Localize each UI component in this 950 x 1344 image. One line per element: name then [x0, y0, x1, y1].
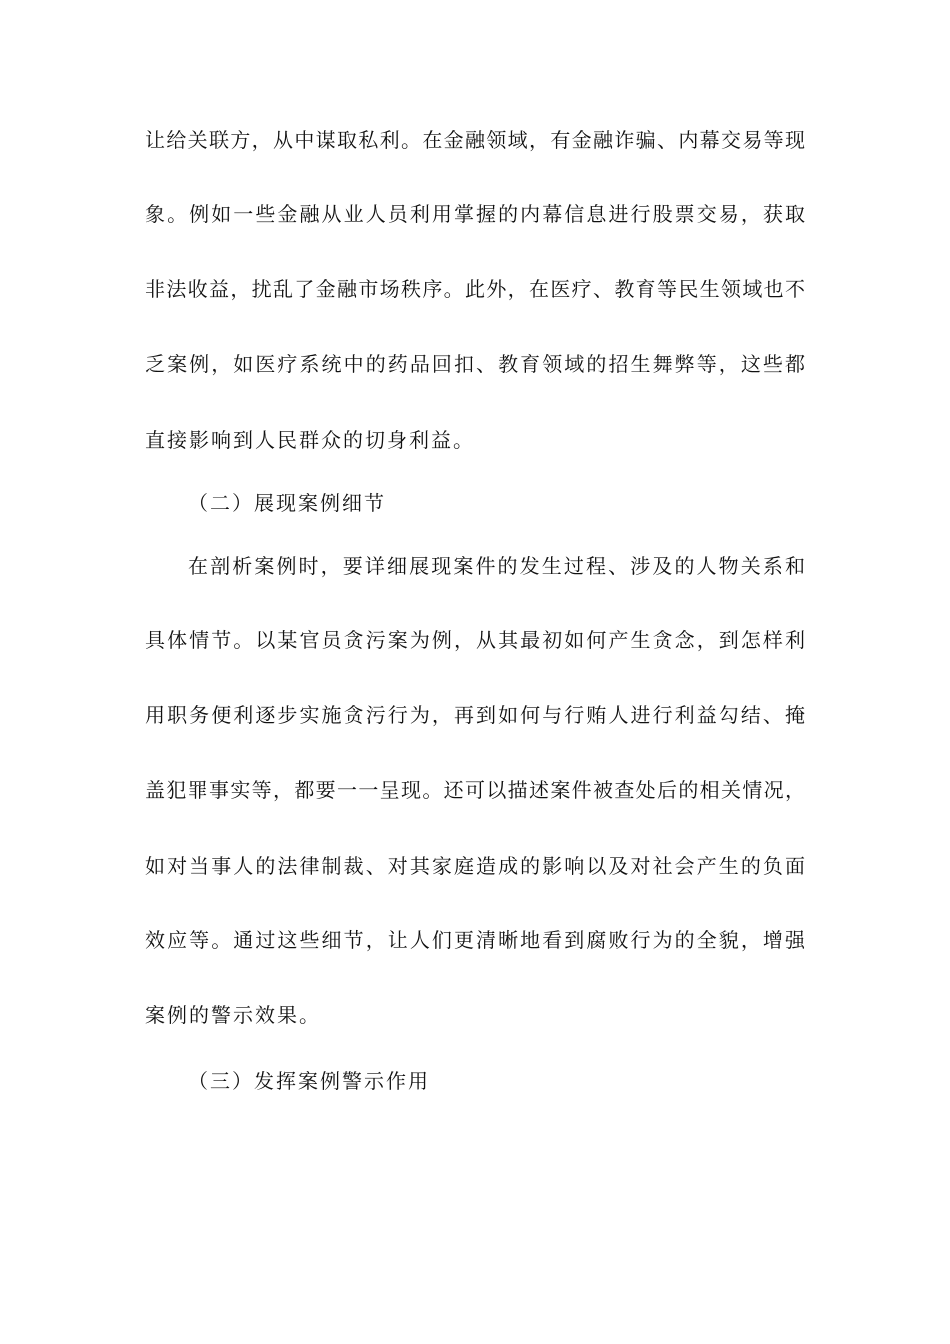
section-heading: （二）展现案例细节: [188, 491, 386, 515]
paragraph-line: 象。例如一些金融从业人员利用掌握的内幕信息进行股票交易，获取: [145, 202, 805, 226]
paragraph-line: 乏案例，如医疗系统中的药品回扣、教育领域的招生舞弊等，这些都: [145, 352, 805, 376]
paragraph-line: 用职务便利逐步实施贪污行为，再到如何与行贿人进行利益勾结、掩: [145, 703, 805, 727]
paragraph-line: 非法收益，扰乱了金融市场秩序。此外，在医疗、教育等民生领域也不: [145, 277, 805, 301]
paragraph-line: 如对当事人的法律制裁、对其家庭造成的影响以及对社会产生的负面: [145, 854, 805, 878]
paragraph-line: 让给关联方，从中谋取私利。在金融领域，有金融诈骗、内幕交易等现: [145, 128, 805, 152]
paragraph-line: 在剖析案例时，要详细展现案件的发生过程、涉及的人物关系和: [188, 554, 805, 578]
paragraph-line: 具体情节。以某官员贪污案为例，从其最初如何产生贪念，到怎样利: [145, 628, 805, 652]
paragraph-line: 案例的警示效果。: [145, 1003, 321, 1027]
paragraph-line: 效应等。通过这些细节，让人们更清晰地看到腐败行为的全貌，增强: [145, 928, 805, 952]
paragraph-line: 直接影响到人民群众的切身利益。: [145, 428, 475, 452]
section-heading: （三）发挥案例警示作用: [188, 1069, 430, 1093]
paragraph-line: 盖犯罪事实等，都要一一呈现。还可以描述案件被查处后的相关情况，: [145, 778, 805, 802]
